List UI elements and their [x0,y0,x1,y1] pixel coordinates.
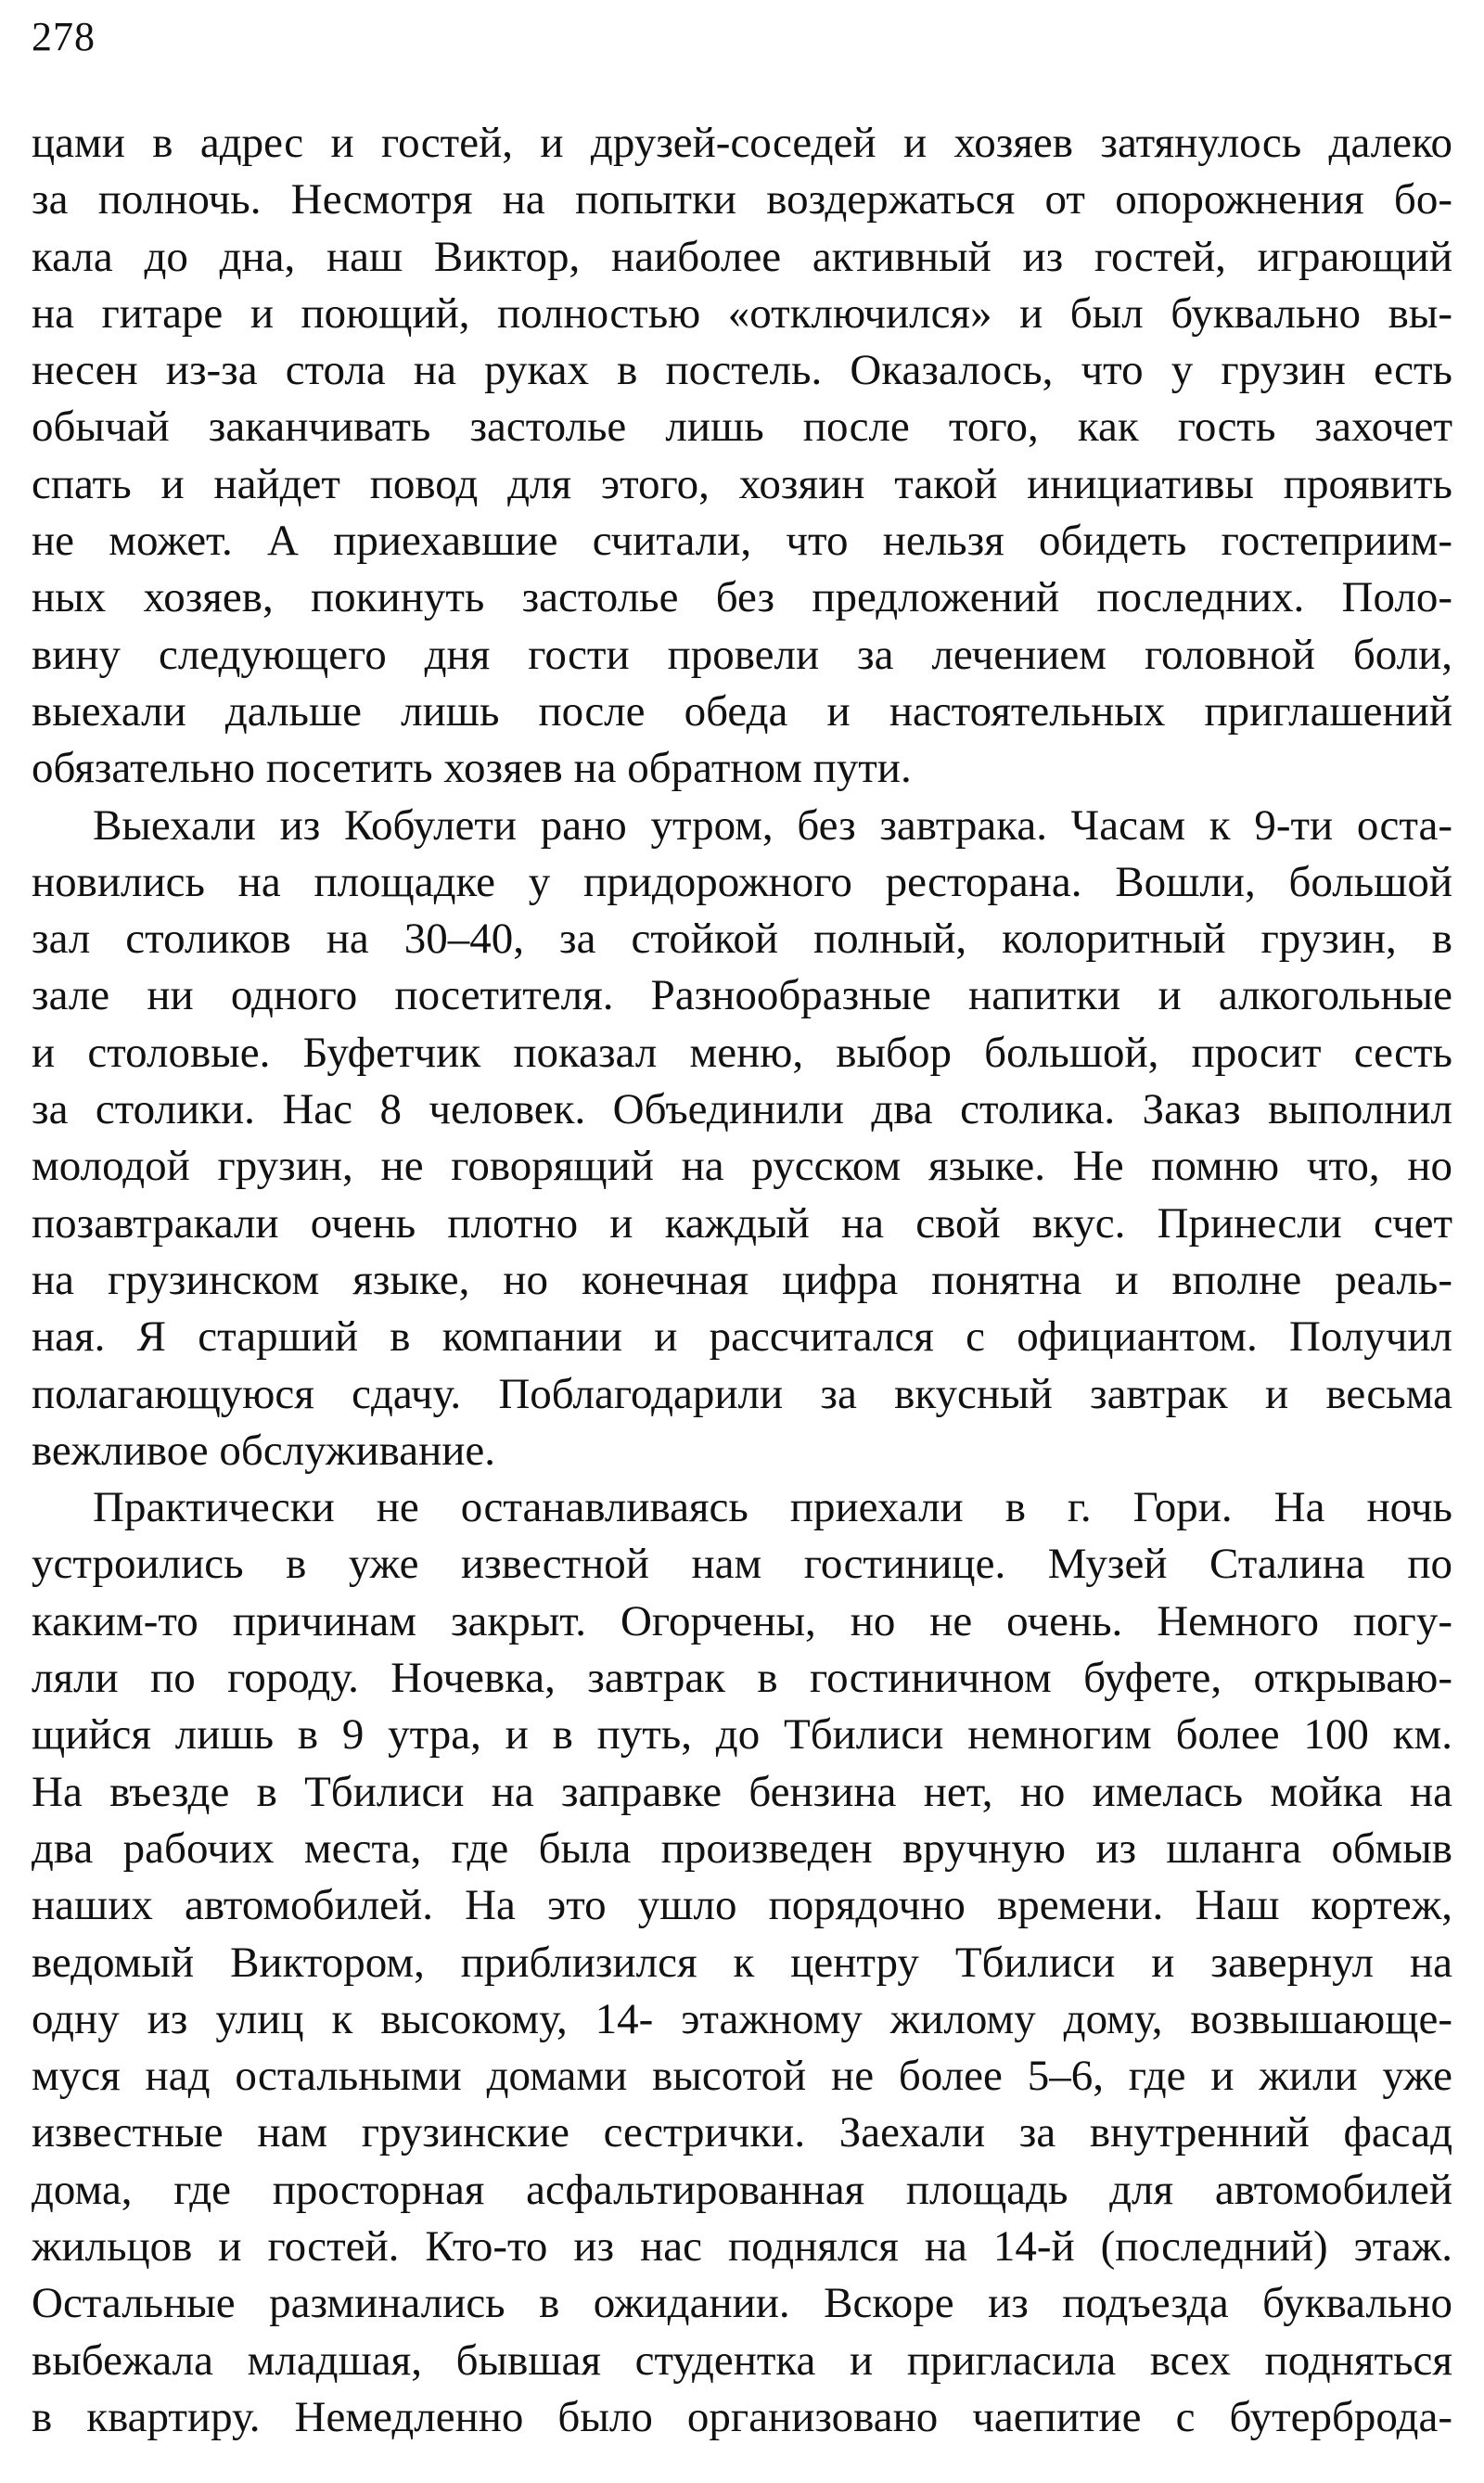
text-line: зале ни одного посетителя. Разнообразные напитки и алкогольные [32,971,1452,1020]
text-line: два рабочих места, где была произведен вручную из шланга обмыв [32,1824,1452,1873]
text-line: молодой грузин, не говорящий на русском языке. Не помню что, но [32,1142,1452,1191]
text-line: на грузинском языке, но конечная цифра понятна и вполне реаль- [32,1255,1452,1304]
text-line: каким-то причинам закрыт. Огорчены, но не очень. Немного погу- [32,1596,1452,1645]
text-line: позавтракали очень плотно и каждый на свой вкус. Принесли счет [32,1198,1452,1248]
body-text [32,115,1452,2446]
text-line: одну из улиц к высокому, 14- этажному жилому дому, возвышающе- [32,1994,1452,2043]
text-line: зал столиков на 30–40, за стойкой полный, колоритный грузин, в [32,915,1452,964]
text-line: ведомый Виктором, приблизился к центру Тбилиси и завернул на [32,1938,1452,1987]
text-line: известные нам грузинские сестрички. Заехали за внутренний фасад [32,2108,1452,2157]
text-line: Выехали из Кобулети рано утром, без завтрака. Часам к 9-ти оста- [93,800,1452,850]
text-line: на гитаре и поющий, полностью «отключился» и был буквально вы- [32,288,1452,338]
text-line: На въезде в Тбилиси на заправке бензина нет, но имелась мойка на [32,1767,1452,1816]
text-line: спать и найдет повод для этого, хозяин такой инициативы проявить [32,459,1452,508]
text-line: за столики. Нас 8 человек. Объединили два столика. Заказ выполнил [32,1085,1452,1134]
text-line: вежливое обслуживание. [32,1426,495,1475]
text-line: ная. Я старший в компании и рассчитался с официантом. Получил [32,1312,1452,1362]
page-number: 278 [32,14,96,59]
text-line: полагающуюся сдачу. Поблагодарили за вкусный завтрак и весьма [32,1369,1452,1418]
text-line: муся над остальными домами высотой не более 5–6, где и жили уже [32,2052,1452,2101]
text-line: Остальные разминались в ожидании. Вскоре из подъезда буквально [32,2279,1452,2328]
paragraph-3 [32,1479,1452,2446]
text-line: обычай заканчивать застолье лишь после того, как гость захочет [32,403,1452,452]
text-line: вину следующего дня гости провели за лечением головной боли, [32,630,1452,679]
paragraph-1 [32,115,1452,798]
text-line: ляли по городу. Ночевка, завтрак в гостиничном буфете, открываю- [32,1654,1452,1703]
text-line: ных хозяев, покинуть застолье без предложений последних. Поло- [32,573,1452,622]
text-line: за полночь. Несмотря на попытки воздержаться от опорожнения бо- [32,175,1452,224]
paragraph-2 [32,798,1452,1480]
text-line: жильцов и гостей. Кто-то из нас поднялся на 14-й (последний) этаж. [32,2221,1452,2271]
text-line: устроились в уже известной нам гостинице. Музей Сталина по [32,1540,1452,1589]
text-line: выбежала младшая, бывшая студентка и пригласила всех подняться [32,2336,1452,2385]
text-line: несен из-за стола на руках в постель. Оказалось, что у грузин есть [32,346,1452,395]
text-line: в квартиру. Немедленно было организовано чаепитие с бутерброда- [32,2392,1452,2441]
text-line: выехали дальше лишь после обеда и настоятельных приглашений [32,686,1452,736]
text-line: кала до дна, наш Виктор, наиболее активный из гостей, играющий [32,232,1452,281]
text-line: не может. А приехавшие считали, что нельзя обидеть гостеприим- [32,517,1452,566]
text-line: наших автомобилей. На это ушло порядочно времени. Наш кортеж, [32,1881,1452,1930]
text-line: новились на площадке у придорожного ресторана. Вошли, большой [32,857,1452,906]
text-line: цами в адрес и гостей, и друзей-соседей и хозяев затянулось далеко [32,119,1452,167]
text-line: обязательно посетить хозяев на обратном пути. [32,744,912,793]
text-line: щийся лишь в 9 утра, и в путь, до Тбилиси немногим более 100 км. [32,1710,1452,1760]
text-line: дома, где просторная асфальтированная площадь для автомобилей [32,2165,1452,2214]
text-line: и столовые. Буфетчик показал меню, выбор большой, просит сесть [32,1028,1452,1077]
text-line: Практически не останавливаясь приехали в г. Гори. На ночь [93,1483,1452,1532]
